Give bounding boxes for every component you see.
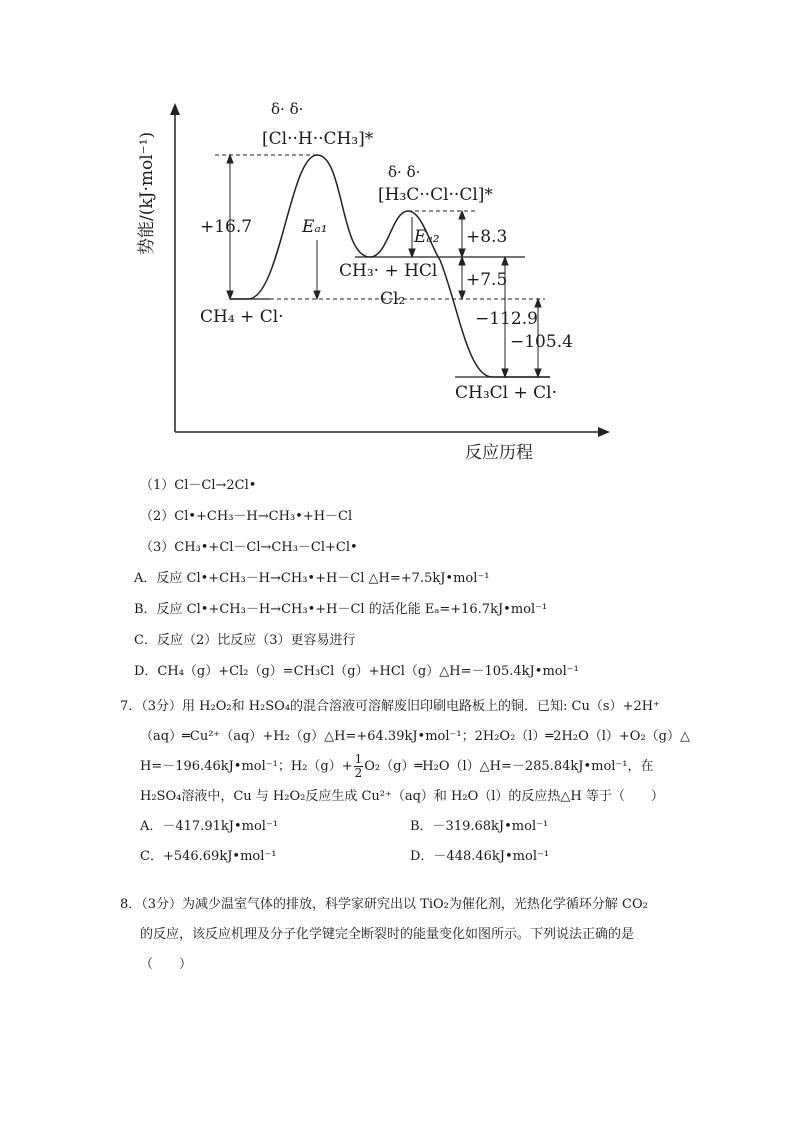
arrow-head <box>459 257 465 265</box>
fraction-one-half: $\frac{1}{2}$ <box>354 752 363 780</box>
q7-line-3 <box>120 752 680 782</box>
cl2-label: Cl₂ <box>380 289 406 309</box>
q7-option-a: A．－417.91kJ•mol⁻¹ <box>140 819 279 834</box>
arrow-head <box>409 249 415 257</box>
step-3: （3）CH₃•+Cl－Cl→CH₃－Cl+Cl• <box>140 540 358 555</box>
arrow-head <box>535 369 541 377</box>
question-6-body <box>120 470 680 687</box>
q6-option-b: B．反应 Cl•+CH₃－H→CH₃•+H－Cl 的活化能 Eₐ=+16.7kJ•mol⁻¹ <box>134 602 548 617</box>
arrow-head <box>227 291 233 299</box>
x-axis-arrow <box>598 427 610 437</box>
q6-option-c: C．反应（2）比反应（3）更容易进行 <box>134 633 356 648</box>
value-16-7: +16.7 <box>200 217 253 237</box>
value-112-9: −112.9 <box>475 309 538 329</box>
q7-options-row-1 <box>120 812 680 842</box>
arrow-head <box>459 291 465 299</box>
products-label: CH₃Cl + Cl· <box>455 383 557 403</box>
arrow-head <box>502 369 508 377</box>
arrow-head <box>314 291 320 299</box>
ts1-label: [Cl··H··CH₃]* <box>262 129 374 149</box>
y-axis-label: 势能/(kJ·mol⁻¹) <box>137 131 157 255</box>
ea2-label: Eₐ₂ <box>414 227 440 247</box>
q7-line-4: H₂SO₄溶液中，Cu 与 H₂O₂反应生成 Cu²⁺（aq）和 H₂O（l）的反应热△H 等于（ ） <box>140 789 664 804</box>
reactants-label: CH₄ + Cl· <box>200 307 284 327</box>
q8-line-2: 的反应，该反应机理及分子化学键完全断裂时的能量变化如图所示。下列说法正确的是 <box>140 927 635 942</box>
question-7 <box>120 692 690 872</box>
ea1-label: Eₐ₁ <box>302 217 328 237</box>
ts1-delta: δ· δ· <box>271 100 304 118</box>
x-axis-label: 反应历程 <box>465 443 533 463</box>
ts2-delta: δ· δ· <box>388 163 421 181</box>
q7-options-row-2 <box>120 842 680 872</box>
q7-option-b: B．－319.68kJ•mol⁻¹ <box>410 819 549 834</box>
q8-line-1: 8．（3分）为减少温室气体的排放，科学家研究出以 TiO₂为催化剂，光热化学循环分解 CO₂ <box>120 897 648 912</box>
q8-line-3: （ ） <box>140 957 193 972</box>
value-105-4: −105.4 <box>510 332 573 352</box>
q7-option-c: C．+546.69kJ•mol⁻¹ <box>140 849 277 864</box>
intermediate-label: CH₃· + HCl <box>339 261 438 281</box>
q7-option-d: D．－448.46kJ•mol⁻¹ <box>410 849 550 864</box>
q7-line-3a: H=－196.46kJ•mol⁻¹；H₂（g）+ <box>140 759 353 774</box>
arrow-head <box>459 211 465 219</box>
arrow-head <box>535 299 541 307</box>
ts2-label: [H₃C··Cl··Cl]* <box>378 185 493 205</box>
q6-option-d: D．CH₄（g）+Cl₂（g）=CH₃Cl（g）+HCl（g）△H=－105.4kJ•mol⁻¹ <box>134 664 579 679</box>
q7-line-2: （aq）═Cu²⁺（aq）+H₂（g）△H=+64.39kJ•mol⁻¹；2H₂O₂（l）═2H₂O（l）+O₂（g）△ <box>140 729 690 744</box>
value-7-5: +7.5 <box>466 270 508 290</box>
y-axis-arrow <box>170 103 180 115</box>
arrow-head <box>502 257 508 265</box>
energy-diagram <box>130 95 610 465</box>
q7-line-1: 7．（3分）用 H₂O₂和 H₂SO₄的混合溶液可溶解废旧印刷电路板上的铜．已知: Cu（s）+2H⁺ <box>120 699 660 714</box>
question-8 <box>120 890 680 980</box>
step-2: （2）Cl•+CH₃－H→CH₃•+H－Cl <box>140 509 353 524</box>
arrow-head <box>227 155 233 163</box>
q7-line-3b: O₂（g）═H₂O（l）△H=－285.84kJ•mol⁻¹，在 <box>364 759 654 774</box>
step-1: （1）Cl－Cl→2Cl• <box>140 478 257 493</box>
value-8-3: +8.3 <box>466 227 508 247</box>
q6-option-a: A．反应 Cl•+CH₃－H→CH₃•+H－Cl △H=+7.5kJ•mol⁻¹ <box>134 571 490 586</box>
